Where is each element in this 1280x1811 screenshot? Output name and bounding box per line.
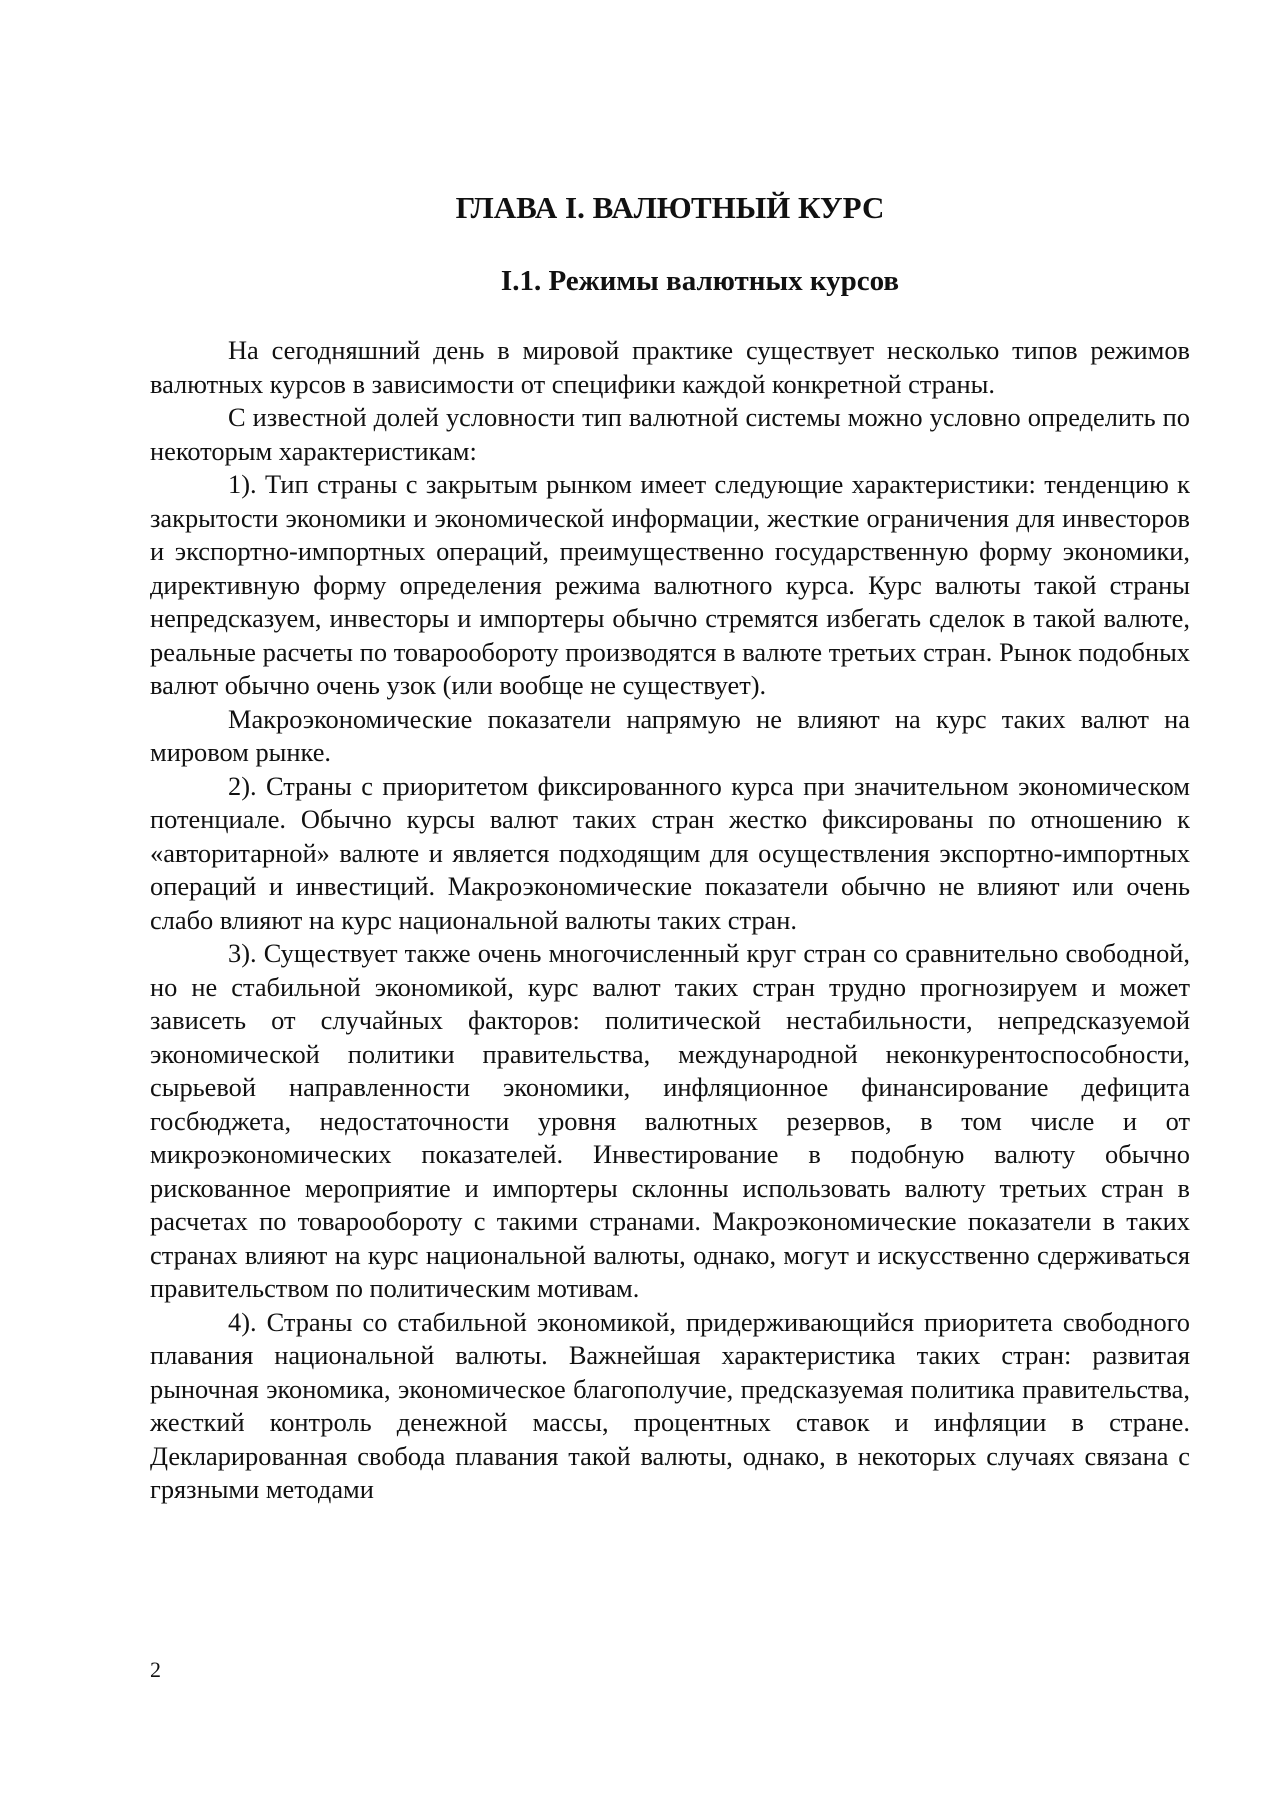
paragraph-type-1: 1). Тип страны с закрытым рынком имеет следующие характеристики: тенденцию к закрытости экономики и экономической информации, жесткие ограничения для инвесторов и экспортно-импортных операций, преимущественно государственную форму экономики, директивную форму определения режима валютного курса. Курс валюты такой страны непредсказуем, инвесторы и импортеры обычно стремятся избегать сделок в такой валюте, реальные расчеты по товарообороту производятся в валюте третьих стран. Рынок подобных валют обычно очень узок (или вообще не существует). xyxy=(150,469,1190,700)
body-text xyxy=(150,334,1190,1507)
paragraph-intro: На сегодняшний день в мировой практике существует несколько типов режимов валютных курсов в зависимости от специфики каждой конкретной страны. xyxy=(150,335,1190,399)
chapter-title: ГЛАВА I. ВАЛЮТНЫЙ КУРС xyxy=(455,190,885,225)
section-title: I.1. Режимы валютных курсов xyxy=(500,265,900,297)
paragraph-macro-note: Макроэкономические показатели напрямую не влияют на курс таких валют на мировом рынке. xyxy=(150,703,1190,767)
paragraph-type-4: 4). Страны со стабильной экономикой, придерживающийся приоритета свободного плавания национальной валюты. Важнейшая характеристика таких стран: развитая рыночная экономика, экономическое благополучие, предсказуемая политика правительства, жесткий контроль денежной массы, процентных ставок и инфляции в стране. Декларированная свобода плавания такой валюты, однако, в некоторых случаях связана с грязными методами xyxy=(150,1306,1190,1504)
page-number: 2 xyxy=(150,1657,161,1682)
paragraph-type-3: 3). Существует также очень многочисленный круг стран со сравнительно свободной, но не стабильной экономикой, курс валют таких стран трудно прогнозируем и может зависеть от случайных факторов: политической нестабильности, непредсказуемой экономической политики правительства, международной неконкурентоспособности, сырьевой направленности экономики, инфляционное финансирование дефицита госбюджета, недостаточности уровня валютных резервов, в том числе и от микроэкономических показателей. Инвестирование в подобную валюту обычно рискованное мероприятие и импортеры склонны использовать валюту третьих стран в расчетах по товарообороту с такими странами. Макроэкономические показатели в таких странах влияют на курс национальной валюты, однако, могут и искусственно сдерживаться правительством по политическим мотивам. xyxy=(150,938,1190,1303)
paragraph-conditionality: С известной долей условности тип валютной системы можно условно определить по некоторым характеристикам: xyxy=(150,402,1190,466)
paragraph-type-2: 2). Страны с приоритетом фиксированного курса при значительном экономическом потенциале. Обычно курсы валют таких стран жестко фиксированы по отношению к «авторитарной» валюте и является подходящим для осуществления экспортно-импортных операций и инвестиций. Макроэкономические показатели обычно не влияют или очень слабо влияют на курс национальной валюты таких стран. xyxy=(150,770,1190,935)
